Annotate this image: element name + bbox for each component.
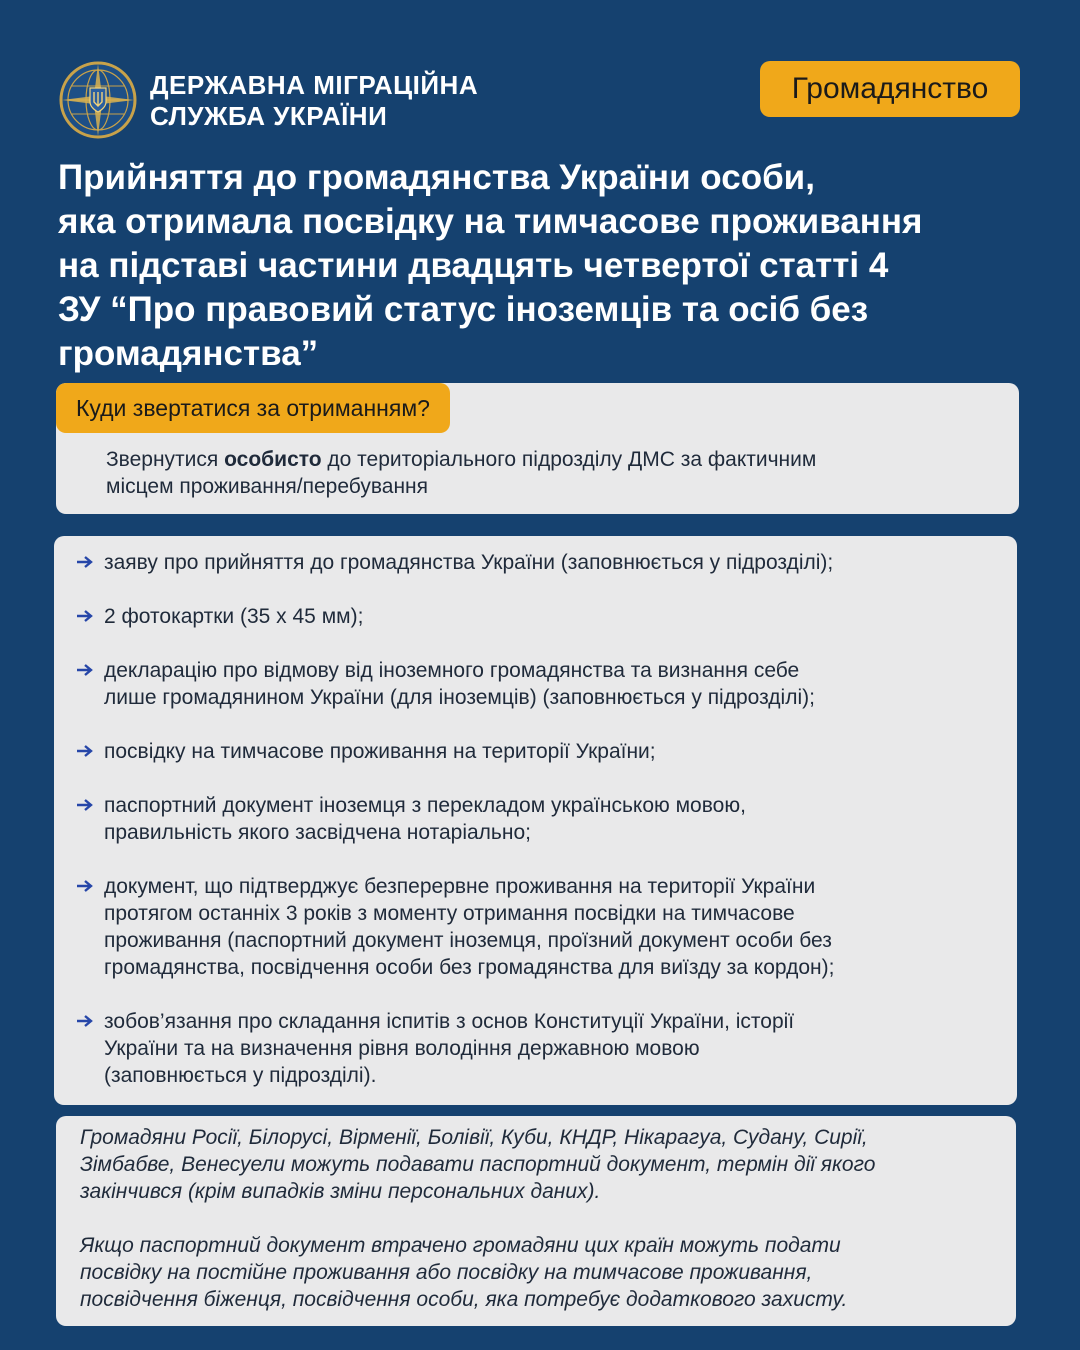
list-item — [76, 657, 1006, 711]
list-item-line: декларацію про відмову від іноземного громадянства та визнання себе — [104, 659, 800, 682]
list-item-line: (заповнюється у підрозділі). — [104, 1064, 377, 1087]
org-name-line2: СЛУЖБА УКРАЇНИ — [150, 101, 388, 131]
list-item — [76, 873, 1006, 981]
where-text-line2: місцем проживання/перебування — [106, 475, 429, 498]
list-item — [76, 603, 1006, 630]
list-item-line: документ, що підтверджує безперервне проживання на території України — [104, 875, 816, 898]
title-line: на підставі частини двадцять четвертої статті 4 — [58, 246, 889, 285]
list-item-line: 2 фотокартки (35 х 45 мм); — [104, 605, 364, 628]
where-text — [106, 446, 986, 500]
org-name — [150, 70, 478, 132]
list-item-line: проживання (паспортний документ іноземця, проїзний документ особи без — [104, 929, 832, 952]
note-countries — [80, 1124, 1010, 1205]
arrow-right-icon — [76, 663, 94, 677]
list-item-line: правильність якого засвідчена нотаріально; — [104, 821, 531, 844]
dms-emblem-icon — [58, 60, 138, 140]
arrow-right-icon — [76, 1014, 94, 1028]
note-line: Якщо паспортний документ втрачено громадяни цих країн можуть подати — [80, 1234, 841, 1257]
note-line: посвідку на постійне проживання або посвідку на тимчасове проживання, — [80, 1261, 813, 1284]
title-line: Прийняття до громадянства України особи, — [58, 158, 815, 197]
where-label: Куди звертатися за отриманням? — [56, 383, 450, 433]
note-lost-passport — [80, 1232, 1010, 1313]
list-item-line: протягом останніх 3 років з моменту отримання посвідки на тимчасове — [104, 902, 795, 925]
list-item — [76, 1008, 1006, 1089]
list-item-line: зобов’язання про складання іспитів з основ Конституції України, історії — [104, 1010, 795, 1033]
arrow-right-icon — [76, 798, 94, 812]
page-title — [58, 156, 1038, 376]
list-item-line: лише громадянином України (для іноземців) (заповнюється у підрозділі); — [104, 686, 815, 709]
note-line: Громадяни Росії, Білорусі, Вірменії, Болівії, Куби, КНДР, Нікарагуа, Судану, Сирії, — [80, 1126, 868, 1149]
title-line: яка отримала посвідку на тимчасове проживання — [58, 202, 923, 241]
list-item-line: України та на визначення рівня володіння державною мовою — [104, 1037, 700, 1060]
note-line: Зімбабве, Венесуели можуть подавати паспортний документ, термін дії якого — [80, 1153, 876, 1176]
note-line: посвідчення біженця, посвідчення особи, яка потребує додаткового захисту. — [80, 1288, 848, 1311]
list-item-line: паспортний документ іноземця з перекладом українською мовою, — [104, 794, 746, 817]
org-name-line1: ДЕРЖАВНА МІГРАЦІЙНА — [150, 70, 479, 100]
list-item — [76, 738, 1006, 765]
arrow-right-icon — [76, 609, 94, 623]
list-item — [76, 549, 1006, 576]
arrow-right-icon — [76, 744, 94, 758]
list-item-line: посвідку на тимчасове проживання на території України; — [104, 740, 656, 763]
title-line: ЗУ “Про правовий статус іноземців та осіб без — [58, 290, 869, 329]
category-badge: Громадянство — [760, 61, 1020, 117]
where-text-after: до територіального підрозділу ДМС за фактичним — [321, 448, 817, 471]
arrow-right-icon — [76, 879, 94, 893]
where-text-before: Звернутися — [106, 448, 225, 471]
arrow-right-icon — [76, 555, 94, 569]
list-item-line: громадянства, посвідчення особи без громадянства для виїзду за кордон); — [104, 956, 835, 979]
title-line: громадянства” — [58, 334, 319, 373]
list-item — [76, 792, 1006, 846]
list-item-line: заяву про прийняття до громадянства України (заповнюється у підрозділі); — [104, 551, 834, 574]
where-text-bold: особисто — [224, 448, 322, 471]
note-line: закінчився (крім випадків зміни персональних даних). — [80, 1180, 601, 1203]
